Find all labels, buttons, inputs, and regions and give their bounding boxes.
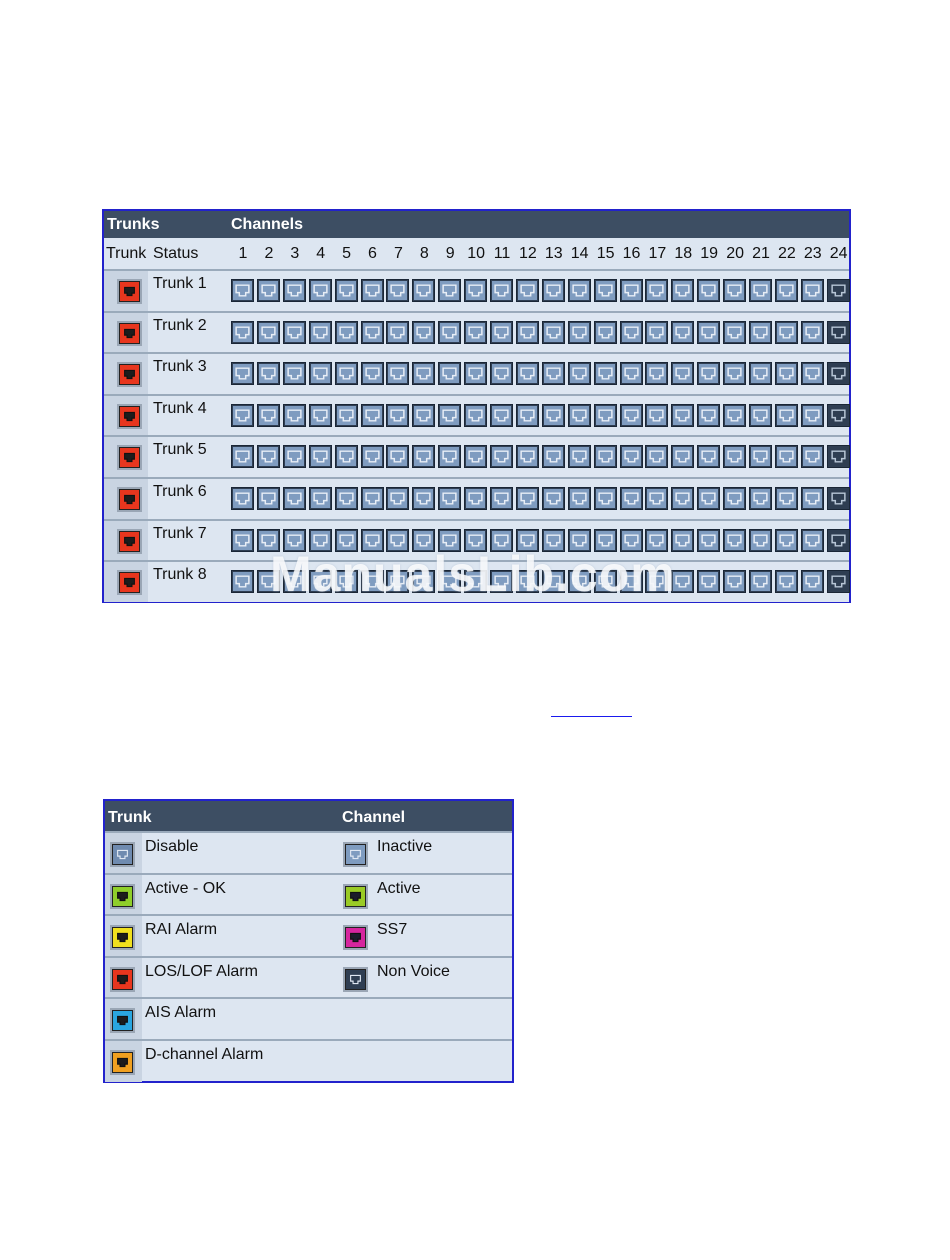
channel-inactive-icon[interactable] bbox=[490, 570, 513, 593]
legend-icon-cell bbox=[105, 1041, 142, 1082]
channel-inactive-icon[interactable] bbox=[594, 529, 617, 552]
channel-inactive-icon[interactable] bbox=[412, 404, 435, 427]
channel-inactive-icon[interactable] bbox=[801, 321, 824, 344]
channel-inactive-icon[interactable] bbox=[697, 404, 720, 427]
channel-inactive-icon[interactable] bbox=[723, 321, 746, 344]
trunk-name[interactable]: Trunk 1 bbox=[153, 275, 207, 292]
channel-inactive-icon[interactable] bbox=[464, 570, 487, 593]
channel-inactive-icon[interactable] bbox=[671, 362, 694, 385]
channel-number-3: 3 bbox=[290, 245, 300, 262]
channel-inactive-icon[interactable] bbox=[386, 279, 409, 302]
channel-inactive-icon[interactable] bbox=[516, 570, 539, 593]
channel-inactive-icon[interactable] bbox=[283, 279, 306, 302]
channel-inactive-icon[interactable] bbox=[438, 362, 461, 385]
trunk-row bbox=[104, 560, 849, 602]
trunk-status-cell bbox=[104, 271, 148, 311]
channel-inactive-icon[interactable] bbox=[671, 321, 694, 344]
channel-number-11: 11 bbox=[493, 245, 511, 262]
trunks-header-label: Trunks bbox=[107, 216, 160, 233]
channel-inactive-icon[interactable] bbox=[671, 445, 694, 468]
channel-inactive-icon[interactable] bbox=[723, 404, 746, 427]
channel-inactive-icon[interactable] bbox=[568, 570, 591, 593]
channel-inactive-icon[interactable] bbox=[361, 529, 384, 552]
channel-inactive-icon[interactable] bbox=[620, 362, 643, 385]
channel-inactive-icon[interactable] bbox=[464, 362, 487, 385]
channel-inactive-icon[interactable] bbox=[283, 321, 306, 344]
channel-inactive-icon[interactable] bbox=[542, 529, 565, 552]
legend-channel-label: Active bbox=[377, 879, 421, 897]
channel-inactive-icon[interactable] bbox=[464, 487, 487, 510]
channel-inactive-icon[interactable] bbox=[412, 487, 435, 510]
channel-inactive-icon[interactable] bbox=[490, 404, 513, 427]
channel-number-10: 10 bbox=[467, 245, 485, 262]
channel-inactive-icon[interactable] bbox=[361, 362, 384, 385]
trunk-row bbox=[104, 435, 849, 477]
channel-number-6: 6 bbox=[368, 245, 377, 262]
trunk-active-ok-icon bbox=[110, 884, 135, 909]
trunk-status-icon[interactable] bbox=[117, 445, 142, 470]
channel-number-4: 4 bbox=[316, 245, 326, 262]
trunk-status-cell bbox=[104, 313, 148, 353]
channel-inactive-icon[interactable] bbox=[620, 321, 643, 344]
channel-inactive-icon[interactable] bbox=[335, 362, 358, 385]
channel-inactive-icon[interactable] bbox=[542, 279, 565, 302]
legend-trunk-label: D-channel Alarm bbox=[145, 1046, 264, 1063]
channel-inactive-icon[interactable] bbox=[620, 570, 643, 593]
channel-inactive-icon[interactable] bbox=[309, 362, 332, 385]
channel-inactive-icon[interactable] bbox=[464, 321, 487, 344]
channel-inactive-icon[interactable] bbox=[568, 487, 591, 510]
channel-inactive-icon[interactable] bbox=[723, 570, 746, 593]
channel-inactive-icon[interactable] bbox=[412, 570, 435, 593]
channel-inactive-icon[interactable] bbox=[801, 362, 824, 385]
channel-inactive-icon[interactable] bbox=[490, 279, 513, 302]
channel-inactive-icon[interactable] bbox=[697, 445, 720, 468]
channel-inactive-icon[interactable] bbox=[697, 279, 720, 302]
channel-inactive-icon[interactable] bbox=[309, 404, 332, 427]
trunk-column-label: Trunk bbox=[106, 245, 147, 262]
trunk-status-icon[interactable] bbox=[117, 404, 142, 429]
channel-inactive-icon[interactable] bbox=[516, 321, 539, 344]
channel-inactive-icon[interactable] bbox=[645, 445, 668, 468]
channel-inactive-icon[interactable] bbox=[516, 487, 539, 510]
watermark: ManualsLib.com bbox=[270, 546, 676, 602]
trunk-name[interactable]: Trunk 4 bbox=[153, 399, 207, 417]
channel-inactive-icon[interactable] bbox=[464, 445, 487, 468]
channel-number-5: 5 bbox=[342, 245, 352, 262]
channel-inactive-icon[interactable] bbox=[231, 279, 254, 302]
legend-channel-label: Channel bbox=[342, 809, 406, 826]
channel-number-19: 19 bbox=[700, 245, 719, 262]
channel-inactive-icon[interactable] bbox=[257, 279, 280, 302]
legend-trunk-label: Active - OK bbox=[145, 879, 226, 897]
channel-inactive-icon bbox=[343, 842, 368, 867]
channel-inactive-icon[interactable] bbox=[568, 529, 591, 552]
channel-inactive-icon[interactable] bbox=[438, 529, 461, 552]
channel-inactive-icon[interactable] bbox=[490, 362, 513, 385]
channel-inactive-icon[interactable] bbox=[568, 279, 591, 302]
channel-inactive-icon[interactable] bbox=[801, 445, 824, 468]
channel-inactive-icon[interactable] bbox=[309, 570, 332, 593]
channel-inactive-icon[interactable] bbox=[283, 404, 306, 427]
channel-inactive-icon[interactable] bbox=[620, 279, 643, 302]
channel-inactive-icon[interactable] bbox=[697, 570, 720, 593]
channel-inactive-icon[interactable] bbox=[568, 321, 591, 344]
trunk-rai-alarm-icon bbox=[110, 925, 135, 950]
legend-row bbox=[105, 1039, 512, 1082]
channel-inactive-icon[interactable] bbox=[335, 570, 358, 593]
channel-inactive-icon[interactable] bbox=[594, 487, 617, 510]
channels-header-label: Channels bbox=[231, 216, 304, 233]
trunk-row bbox=[104, 352, 849, 394]
channel-inactive-icon[interactable] bbox=[645, 570, 668, 593]
channel-inactive-icon[interactable] bbox=[723, 279, 746, 302]
channel-inactive-icon[interactable] bbox=[749, 445, 772, 468]
channel-inactive-icon[interactable] bbox=[671, 279, 694, 302]
channel-inactive-icon[interactable] bbox=[231, 570, 254, 593]
trunk-status-icon[interactable] bbox=[117, 570, 142, 595]
channel-inactive-icon[interactable] bbox=[749, 529, 772, 552]
channel-inactive-icon[interactable] bbox=[231, 321, 254, 344]
channel-inactive-icon[interactable] bbox=[620, 529, 643, 552]
trunk-name[interactable]: Trunk 6 bbox=[153, 483, 207, 500]
channel-non-voice-icon[interactable] bbox=[827, 404, 850, 427]
trunk-row bbox=[104, 394, 849, 436]
channel-inactive-icon[interactable] bbox=[490, 445, 513, 468]
channel-inactive-icon[interactable] bbox=[542, 487, 565, 510]
panel-header bbox=[104, 211, 849, 238]
channel-inactive-icon[interactable] bbox=[645, 279, 668, 302]
channel-inactive-icon[interactable] bbox=[309, 529, 332, 552]
channel-non-voice-icon[interactable] bbox=[827, 445, 850, 468]
channel-inactive-icon[interactable] bbox=[594, 570, 617, 593]
channel-inactive-icon[interactable] bbox=[775, 529, 798, 552]
channel-number-21: 21 bbox=[752, 245, 770, 262]
channel-inactive-icon[interactable] bbox=[723, 487, 746, 510]
channel-inactive-icon[interactable] bbox=[801, 487, 824, 510]
channel-inactive-icon[interactable] bbox=[412, 445, 435, 468]
channel-inactive-icon[interactable] bbox=[464, 529, 487, 552]
channel-number-23: 23 bbox=[803, 245, 822, 262]
channel-number-24: 24 bbox=[829, 245, 848, 262]
legend-trunk-label: Disable bbox=[145, 838, 199, 855]
channel-number-7: 7 bbox=[393, 245, 403, 262]
channel-inactive-icon[interactable] bbox=[749, 570, 772, 593]
channel-inactive-icon[interactable] bbox=[309, 321, 332, 344]
channel-number-2: 2 bbox=[264, 245, 274, 262]
channel-inactive-icon[interactable] bbox=[438, 445, 461, 468]
channel-number-22: 22 bbox=[777, 245, 796, 262]
trunk-d-channel-alarm-icon bbox=[110, 1050, 135, 1075]
channel-inactive-icon[interactable] bbox=[697, 362, 720, 385]
channel-inactive-icon[interactable] bbox=[723, 529, 746, 552]
channel-inactive-icon[interactable] bbox=[542, 362, 565, 385]
channel-inactive-icon[interactable] bbox=[775, 321, 798, 344]
channel-inactive-icon[interactable] bbox=[438, 487, 461, 510]
channel-active-icon bbox=[343, 884, 368, 909]
channel-non-voice-icon bbox=[343, 967, 368, 992]
channel-inactive-icon[interactable] bbox=[620, 404, 643, 427]
channel-inactive-icon[interactable] bbox=[594, 445, 617, 468]
channel-number-15: 15 bbox=[596, 245, 615, 262]
legend-trunk-label: AIS Alarm bbox=[145, 1004, 217, 1022]
channel-number-20: 20 bbox=[726, 245, 744, 262]
trunk-name[interactable]: Trunk 7 bbox=[153, 524, 207, 542]
channel-inactive-icon[interactable] bbox=[283, 487, 306, 510]
trunk-status-cell bbox=[104, 479, 148, 519]
legend-trunk-label: Trunk bbox=[108, 809, 152, 826]
trunk-status-icon[interactable] bbox=[117, 321, 142, 346]
channel-number-9: 9 bbox=[445, 245, 455, 262]
legend-channel-label: Non Voice bbox=[377, 962, 450, 980]
channel-inactive-icon[interactable] bbox=[594, 321, 617, 344]
channel-inactive-icon[interactable] bbox=[671, 487, 694, 510]
channel-inactive-icon[interactable] bbox=[645, 487, 668, 510]
channel-inactive-icon[interactable] bbox=[775, 362, 798, 385]
channel-non-voice-icon[interactable] bbox=[827, 487, 850, 510]
channel-inactive-icon[interactable] bbox=[801, 529, 824, 552]
channel-inactive-icon[interactable] bbox=[516, 404, 539, 427]
channel-inactive-icon[interactable] bbox=[231, 529, 254, 552]
legend-trunk-label: RAI Alarm bbox=[145, 921, 218, 939]
channel-inactive-icon[interactable] bbox=[775, 279, 798, 302]
trunk-status-icon[interactable] bbox=[117, 487, 142, 512]
trunk-name[interactable]: Trunk 8 bbox=[153, 566, 207, 584]
channel-inactive-icon[interactable] bbox=[542, 321, 565, 344]
channel-inactive-icon[interactable] bbox=[335, 279, 358, 302]
trunk-status-cell bbox=[104, 354, 148, 394]
channel-inactive-icon[interactable] bbox=[697, 529, 720, 552]
channel-inactive-icon[interactable] bbox=[671, 529, 694, 552]
channel-inactive-icon[interactable] bbox=[645, 529, 668, 552]
trunk-disable-icon bbox=[110, 842, 135, 867]
legend-panel bbox=[103, 799, 514, 1083]
legend-trunk-label: LOS/LOF Alarm bbox=[145, 962, 258, 980]
channel-inactive-icon[interactable] bbox=[542, 404, 565, 427]
channel-inactive-icon[interactable] bbox=[231, 445, 254, 468]
channel-ss7-icon bbox=[343, 925, 368, 950]
channel-non-voice-icon[interactable] bbox=[827, 321, 850, 344]
column-header-row bbox=[104, 238, 849, 270]
channel-inactive-icon[interactable] bbox=[697, 321, 720, 344]
channel-non-voice-icon[interactable] bbox=[827, 362, 850, 385]
channel-inactive-icon[interactable] bbox=[361, 404, 384, 427]
channel-inactive-icon[interactable] bbox=[775, 404, 798, 427]
channel-inactive-icon[interactable] bbox=[438, 570, 461, 593]
channel-inactive-icon[interactable] bbox=[490, 487, 513, 510]
channel-inactive-icon[interactable] bbox=[412, 279, 435, 302]
channel-inactive-icon[interactable] bbox=[723, 445, 746, 468]
channel-inactive-icon[interactable] bbox=[671, 570, 694, 593]
channel-inactive-icon[interactable] bbox=[594, 279, 617, 302]
channel-inactive-icon[interactable] bbox=[749, 362, 772, 385]
channel-non-voice-icon[interactable] bbox=[827, 529, 850, 552]
trunk-name[interactable]: Trunk 2 bbox=[153, 316, 207, 334]
channel-inactive-icon[interactable] bbox=[464, 404, 487, 427]
channel-inactive-icon[interactable] bbox=[386, 529, 409, 552]
legend-header bbox=[105, 801, 512, 831]
trunk-row bbox=[104, 519, 849, 561]
channel-inactive-icon[interactable] bbox=[335, 529, 358, 552]
channel-inactive-icon[interactable] bbox=[438, 321, 461, 344]
channel-inactive-icon[interactable] bbox=[257, 362, 280, 385]
channel-inactive-icon[interactable] bbox=[335, 445, 358, 468]
channel-inactive-icon[interactable] bbox=[620, 487, 643, 510]
channel-inactive-icon[interactable] bbox=[490, 529, 513, 552]
channel-number-18: 18 bbox=[674, 245, 693, 262]
trunk-status-cell bbox=[104, 562, 148, 602]
legend-icon-cell bbox=[105, 833, 142, 874]
channel-number-8: 8 bbox=[419, 245, 429, 262]
channel-inactive-icon[interactable] bbox=[361, 487, 384, 510]
trunk-name[interactable]: Trunk 5 bbox=[153, 441, 207, 459]
legend-row bbox=[105, 831, 512, 874]
channel-inactive-icon[interactable] bbox=[671, 404, 694, 427]
channel-inactive-icon[interactable] bbox=[335, 404, 358, 427]
channel-inactive-icon[interactable] bbox=[516, 529, 539, 552]
legend-icon-cell bbox=[105, 916, 142, 957]
channel-inactive-icon[interactable] bbox=[412, 362, 435, 385]
channel-inactive-icon[interactable] bbox=[361, 279, 384, 302]
channel-inactive-icon[interactable] bbox=[257, 529, 280, 552]
channel-inactive-icon[interactable] bbox=[412, 321, 435, 344]
channel-inactive-icon[interactable] bbox=[361, 321, 384, 344]
channel-inactive-icon[interactable] bbox=[412, 529, 435, 552]
legend-row bbox=[105, 914, 512, 957]
channel-inactive-icon[interactable] bbox=[231, 404, 254, 427]
channel-inactive-icon[interactable] bbox=[309, 487, 332, 510]
channel-inactive-icon[interactable] bbox=[645, 404, 668, 427]
channel-inactive-icon[interactable] bbox=[386, 445, 409, 468]
channel-inactive-icon[interactable] bbox=[775, 487, 798, 510]
trunk-los-lof-alarm-icon bbox=[110, 967, 135, 992]
channel-number-14: 14 bbox=[570, 245, 589, 262]
channel-inactive-icon[interactable] bbox=[542, 570, 565, 593]
channel-number-12: 12 bbox=[518, 245, 537, 262]
channel-inactive-icon[interactable] bbox=[257, 487, 280, 510]
legend-channel-label: SS7 bbox=[377, 921, 408, 939]
channel-inactive-icon[interactable] bbox=[386, 404, 409, 427]
channel-inactive-icon[interactable] bbox=[645, 362, 668, 385]
channel-inactive-icon[interactable] bbox=[438, 279, 461, 302]
channel-inactive-icon[interactable] bbox=[438, 404, 461, 427]
trunk-status-cell bbox=[104, 396, 148, 436]
channel-inactive-icon[interactable] bbox=[749, 279, 772, 302]
trunk-row bbox=[104, 311, 849, 353]
hyperlink-underline[interactable] bbox=[551, 716, 632, 717]
legend-row bbox=[105, 873, 512, 916]
channel-inactive-icon[interactable] bbox=[801, 404, 824, 427]
channel-inactive-icon[interactable] bbox=[231, 487, 254, 510]
trunk-row bbox=[104, 269, 849, 311]
channel-number-1: 1 bbox=[238, 245, 248, 262]
trunk-status-icon[interactable] bbox=[117, 529, 142, 554]
channel-inactive-icon[interactable] bbox=[386, 570, 409, 593]
channel-inactive-icon[interactable] bbox=[516, 362, 539, 385]
trunk-status-icon[interactable] bbox=[117, 362, 142, 387]
channel-inactive-icon[interactable] bbox=[516, 279, 539, 302]
legend-icon-cell bbox=[105, 958, 142, 999]
channel-inactive-icon[interactable] bbox=[283, 570, 306, 593]
channel-inactive-icon[interactable] bbox=[335, 321, 358, 344]
legend-row bbox=[105, 956, 512, 999]
legend-row bbox=[105, 997, 512, 1040]
trunk-status-cell bbox=[104, 521, 148, 561]
channel-inactive-icon[interactable] bbox=[801, 570, 824, 593]
channel-inactive-icon[interactable] bbox=[283, 362, 306, 385]
trunk-row bbox=[104, 477, 849, 519]
trunk-ais-alarm-icon bbox=[110, 1008, 135, 1033]
trunks-channels-panel bbox=[102, 209, 851, 603]
channel-number-17: 17 bbox=[648, 245, 667, 262]
legend-icon-cell bbox=[105, 875, 142, 916]
channel-inactive-icon[interactable] bbox=[568, 362, 591, 385]
channel-inactive-icon[interactable] bbox=[309, 279, 332, 302]
channel-inactive-icon[interactable] bbox=[516, 445, 539, 468]
channel-inactive-icon[interactable] bbox=[361, 445, 384, 468]
channel-inactive-icon[interactable] bbox=[386, 487, 409, 510]
channel-inactive-icon[interactable] bbox=[257, 404, 280, 427]
channel-inactive-icon[interactable] bbox=[697, 487, 720, 510]
channel-inactive-icon[interactable] bbox=[490, 321, 513, 344]
legend-icon-cell bbox=[105, 999, 142, 1040]
trunk-status-icon[interactable] bbox=[117, 279, 142, 304]
channel-inactive-icon[interactable] bbox=[542, 445, 565, 468]
channel-inactive-icon[interactable] bbox=[594, 404, 617, 427]
status-column-label: Status bbox=[153, 245, 199, 262]
channel-inactive-icon[interactable] bbox=[361, 570, 384, 593]
channel-inactive-icon[interactable] bbox=[749, 321, 772, 344]
channel-non-voice-icon[interactable] bbox=[827, 279, 850, 302]
channel-inactive-icon[interactable] bbox=[723, 362, 746, 385]
channel-inactive-icon[interactable] bbox=[386, 362, 409, 385]
channel-inactive-icon[interactable] bbox=[775, 445, 798, 468]
channel-inactive-icon[interactable] bbox=[283, 529, 306, 552]
channel-inactive-icon[interactable] bbox=[335, 487, 358, 510]
channel-inactive-icon[interactable] bbox=[594, 362, 617, 385]
channel-inactive-icon[interactable] bbox=[257, 445, 280, 468]
channel-inactive-icon[interactable] bbox=[749, 487, 772, 510]
trunk-status-cell bbox=[104, 437, 148, 477]
channel-inactive-icon[interactable] bbox=[620, 445, 643, 468]
channel-inactive-icon[interactable] bbox=[775, 570, 798, 593]
channel-inactive-icon[interactable] bbox=[309, 445, 332, 468]
channel-inactive-icon[interactable] bbox=[283, 445, 306, 468]
channel-non-voice-icon[interactable] bbox=[827, 570, 850, 593]
channel-inactive-icon[interactable] bbox=[386, 321, 409, 344]
channel-inactive-icon[interactable] bbox=[568, 445, 591, 468]
channel-inactive-icon[interactable] bbox=[231, 362, 254, 385]
channel-number-13: 13 bbox=[544, 245, 563, 262]
legend-channel-label: Inactive bbox=[377, 838, 433, 855]
channel-inactive-icon[interactable] bbox=[257, 321, 280, 344]
channel-inactive-icon[interactable] bbox=[749, 404, 772, 427]
trunk-name[interactable]: Trunk 3 bbox=[153, 358, 207, 376]
channel-inactive-icon[interactable] bbox=[257, 570, 280, 593]
channel-inactive-icon[interactable] bbox=[464, 279, 487, 302]
channel-number-16: 16 bbox=[622, 245, 641, 262]
channel-inactive-icon[interactable] bbox=[568, 404, 591, 427]
channel-inactive-icon[interactable] bbox=[801, 279, 824, 302]
channel-inactive-icon[interactable] bbox=[645, 321, 668, 344]
